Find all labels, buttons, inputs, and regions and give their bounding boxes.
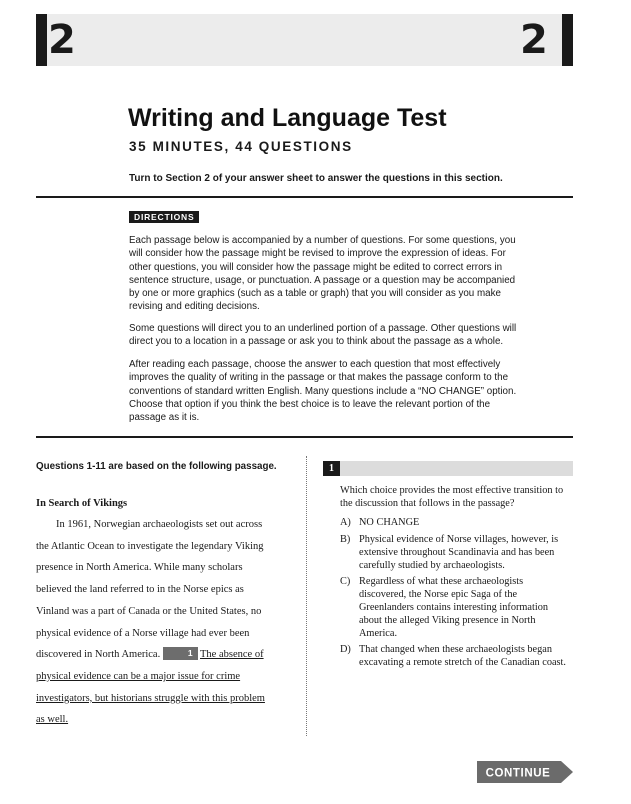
column-divider bbox=[306, 456, 307, 736]
section-marker-left bbox=[36, 14, 47, 66]
continue-button[interactable] bbox=[477, 761, 573, 783]
passage-title: In Search of Vikings bbox=[36, 498, 128, 509]
passage-text bbox=[36, 514, 276, 731]
continue-label: CONTINUE bbox=[485, 767, 551, 780]
choice-letter: C) bbox=[340, 576, 351, 587]
question-header-bar bbox=[323, 461, 573, 476]
directions-paragraph: After reading each passage, choose the answer to each question that most effectively improves the quality of writing in the passage or that makes the passage conform to the conventions of standard written English. Many questions include a “NO CHANGE” option. Choose that option if you think the best choice is to leave the relevant portion of the passage as it is. bbox=[129, 359, 517, 424]
page-title: Writing and Language Test bbox=[128, 104, 447, 132]
question-marker[interactable]: 1 bbox=[163, 647, 198, 660]
choice-text: Physical evidence of Norse villages, however, is extensive throughout Scandinavia and has been carefully studied by archaeologists. bbox=[359, 534, 559, 571]
choice-text: Regardless of what these archaeologists discovered, the Norse epic Saga of the Greenlanders contains interesting information about the alleged Viking presence in North America. bbox=[359, 576, 549, 639]
choice-text: NO CHANGE bbox=[359, 517, 420, 528]
choice-letter: D) bbox=[340, 644, 351, 655]
page-subtitle: 35 MINUTES, 44 QUESTIONS bbox=[129, 139, 353, 154]
questions-intro: Questions 1-11 are based on the following passage. bbox=[36, 461, 277, 472]
answer-choice-a[interactable] bbox=[340, 516, 572, 529]
section-header-bar bbox=[36, 14, 573, 66]
question-stem: Which choice provides the most effective transition to the discussion that follows in the passage? bbox=[340, 485, 564, 509]
answer-choice-c[interactable] bbox=[340, 575, 572, 640]
choice-text: That changed when these archaeologists began excavating a remote stretch of the Canadian coast. bbox=[359, 644, 566, 668]
answer-choice-d[interactable] bbox=[340, 643, 572, 669]
underlined-portion[interactable]: The absence of physical evidence can be a major issue for crime investigators, but historians struggle with this problem as well. bbox=[36, 649, 265, 726]
passage-text-body: In 1961, Norwegian archaeologists set out across the Atlantic Ocean to investigate the legendary Viking presence in North America. While many scholars believed the land referred to in the Norse epics as Vinland was a part of Canada or the United States, no physical evidence of a Norse village had ever been discovered in North America. bbox=[36, 519, 264, 661]
question-number: 1 bbox=[323, 461, 340, 476]
section-number-right: 2 bbox=[520, 17, 548, 63]
choice-letter: B) bbox=[340, 534, 351, 545]
divider-rule-top bbox=[36, 196, 573, 198]
answer-choice-b[interactable] bbox=[340, 533, 572, 572]
section-number-left: 2 bbox=[48, 17, 76, 63]
answer-sheet-instruction: Turn to Section 2 of your answer sheet to answer the questions in this section. bbox=[129, 173, 503, 184]
directions-paragraph: Each passage below is accompanied by a number of questions. For some questions, you will consider how the passage might be revised to improve the expression of ideas. For other questions, you will consider how the passage might be edited to correct errors in sentence structure, usage, or punctuation. A passage or a question may be accompanied by one or more graphics (such as a table or graph) that you will consider as you make revising and editing decisions. bbox=[129, 235, 516, 313]
choice-letter: A) bbox=[340, 517, 351, 528]
section-marker-right bbox=[562, 14, 573, 66]
directions-paragraph: Some questions will direct you to an underlined portion of a passage. Other questions will direct you to a location in a passage or ask you to think about the passage as a whole. bbox=[129, 323, 517, 348]
divider-rule-bottom bbox=[36, 436, 573, 438]
directions-label: DIRECTIONS bbox=[129, 211, 199, 223]
